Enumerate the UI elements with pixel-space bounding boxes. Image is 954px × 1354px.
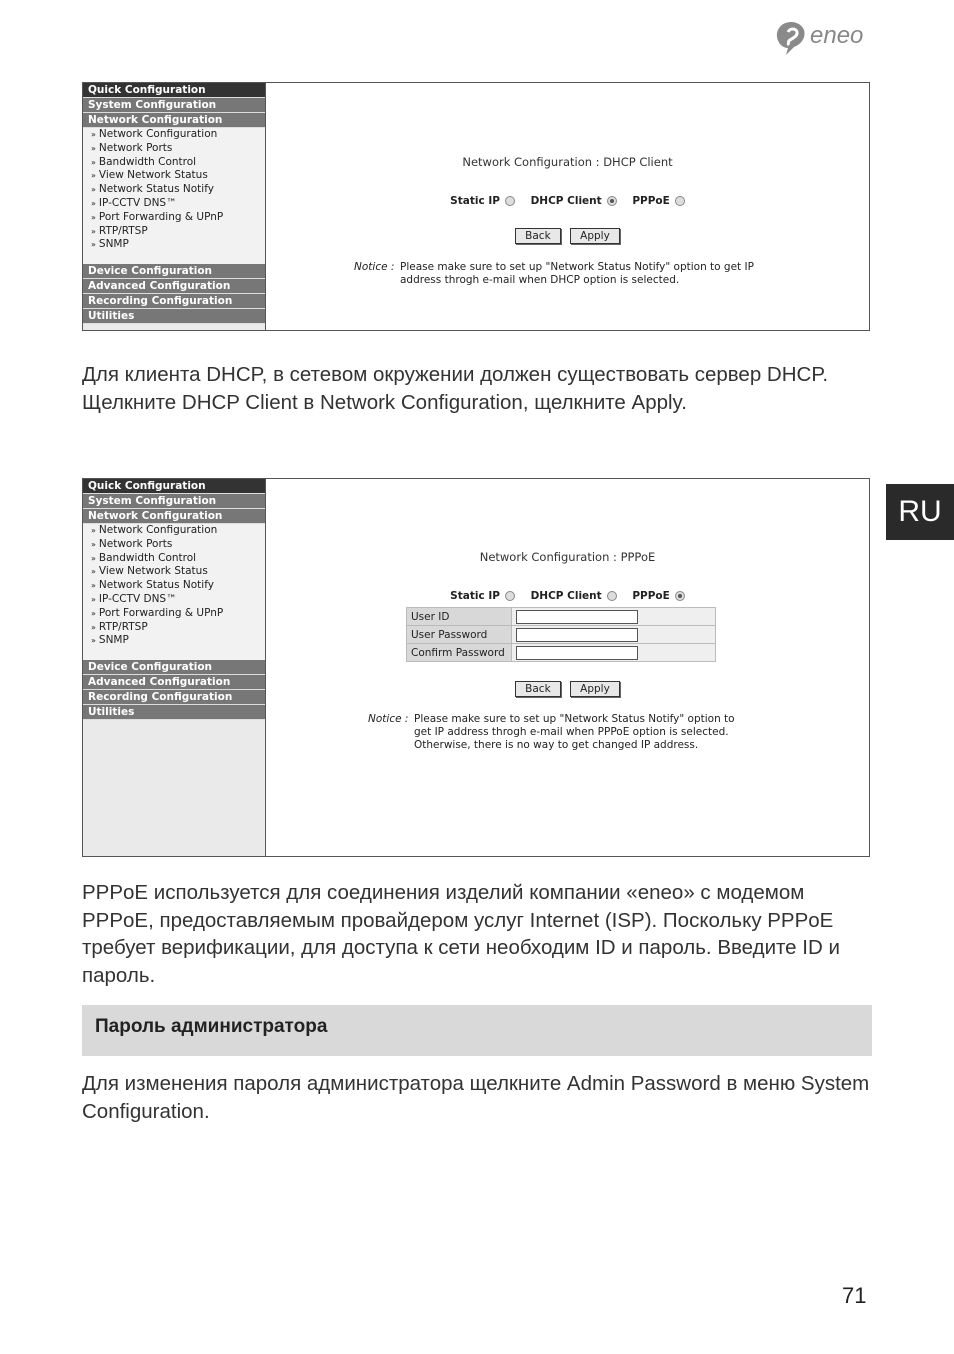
mode-radio-group [266,590,869,602]
radio-circle-icon[interactable] [607,591,617,601]
pppoe-form [406,607,716,662]
double-arrow-icon: » [91,608,96,618]
double-arrow-icon: » [91,226,96,236]
mode-radio-group [266,195,869,207]
menu-header-utilities[interactable]: Utilities [83,309,265,324]
section-title: Пароль администратора [95,1016,328,1037]
radio-pppoe[interactable]: PPPoE [632,590,684,602]
double-arrow-icon: » [91,240,96,250]
menu-item-snmp[interactable] [83,238,265,252]
config-menu [83,83,266,330]
radio-selected-icon[interactable] [607,196,617,206]
double-arrow-icon: » [91,553,96,563]
user-id-label: User ID [407,608,512,626]
menu-item-network-configuration[interactable] [83,128,265,142]
menu-header-recording-configuration[interactable]: Recording Configuration [83,690,265,705]
menu-header-quick-configuration[interactable]: Quick Configuration [83,479,265,494]
menu-item-view-network-status[interactable] [83,169,265,183]
screenshot-dhcp-client [82,82,870,331]
menu-item-label: Network Configuration [98,524,218,536]
double-arrow-icon: » [91,143,96,153]
radio-circle-icon[interactable] [505,591,515,601]
menu-item-label: Network Status Notify [98,579,214,592]
menu-item-label: RTP/RTSP [98,224,148,237]
menu-item-label: Network Ports [98,537,173,550]
menu-item-label: Port Forwarding & UPnP [98,606,224,619]
menu-item-port-forwarding-upnp[interactable] [83,607,265,621]
notice-label: Notice : [354,261,395,273]
radio-pppoe[interactable]: PPPoE [632,195,684,207]
double-arrow-icon: » [91,130,96,139]
user-password-label: User Password [407,626,512,644]
notice-text [414,713,750,752]
screenshot-pppoe [82,478,870,857]
menu-item-label: IP-CCTV DNS™ [98,592,177,605]
radio-selected-icon[interactable] [675,591,685,601]
radio-dhcp-client[interactable]: DHCP Client [531,590,617,602]
config-content [266,83,869,330]
menu-spacer [83,252,265,264]
menu-item-label: Network Configuration [98,128,218,140]
double-arrow-icon: » [91,185,96,195]
menu-item-network-ports[interactable] [83,538,265,552]
radio-circle-icon[interactable] [505,196,515,206]
menu-item-network-ports[interactable] [83,142,265,156]
double-arrow-icon: » [91,581,96,591]
notice-text-line-2: Otherwise, there is no way to get changed IP address. [414,739,699,751]
double-arrow-icon: » [91,539,96,549]
radio-circle-icon[interactable] [675,196,685,206]
page-title: Network Configuration : DHCP Client [462,155,673,169]
double-arrow-icon: » [91,526,96,535]
menu-header-system-configuration[interactable]: System Configuration [83,98,265,113]
menu-header-utilities[interactable]: Utilities [83,705,265,720]
menu-item-rtp-rtsp[interactable] [83,621,265,635]
radio-static-ip[interactable]: Static IP [450,590,515,602]
menu-item-rtp-rtsp[interactable] [83,225,265,239]
menu-item-label: View Network Status [98,169,208,182]
brand-logo-text: eneo [810,22,864,49]
config-content [266,479,869,856]
menu-header-advanced-configuration[interactable]: Advanced Configuration [83,279,265,294]
page-title: Network Configuration : PPPoE [479,550,656,564]
menu-header-recording-configuration[interactable]: Recording Configuration [83,294,265,309]
menu-item-view-network-status[interactable] [83,565,265,579]
menu-item-label: RTP/RTSP [98,620,148,633]
menu-item-label: Network Ports [98,141,173,154]
menu-item-bandwidth-control[interactable] [83,156,265,170]
menu-item-label: Network Status Notify [98,183,214,196]
paragraph-pppoe: PPPoE используется для соединения изделий компании «eneo» с модемом PPPoE, предоставляемым провайдером услуг Internet (ISP). Поскольку PPPoE требует верификации, для доступа к сети необходим ID и пароль. Введите ID и пароль. [82,881,840,987]
double-arrow-icon: » [91,636,96,646]
menu-header-device-configuration[interactable]: Device Configuration [83,264,265,279]
menu-item-label: Port Forwarding & UPnP [98,210,224,223]
apply-button[interactable]: Apply [570,681,620,697]
menu-item-ip-cctv-dns[interactable] [83,593,265,607]
double-arrow-icon: » [91,171,96,181]
page-number: 71 [842,1283,867,1308]
button-row [266,681,869,697]
double-arrow-icon: » [91,567,96,577]
confirm-password-label: Confirm Password [407,644,512,662]
notice-text: Please make sure to set up "Network Status Notify" option to get IP address throgh e-mail when DHCP option is selected. [400,261,754,286]
notice [368,713,788,769]
radio-dhcp-client[interactable]: DHCP Client [531,195,617,207]
menu-header-network-configuration[interactable]: Network Configuration [83,113,265,128]
user-password-input[interactable] [516,628,638,642]
menu-header-device-configuration[interactable]: Device Configuration [83,660,265,675]
double-arrow-icon: » [91,622,96,632]
form-row-user-password [407,626,716,644]
apply-button[interactable]: Apply [570,228,620,244]
menu-header-network-configuration[interactable]: Network Configuration [83,509,265,524]
menu-item-label: Bandwidth Control [98,155,197,168]
config-menu [83,479,266,856]
eneo-logo-icon [774,20,808,56]
menu-item-port-forwarding-upnp[interactable] [83,211,265,225]
menu-item-label: IP-CCTV DNS™ [98,196,177,209]
menu-spacer [83,648,265,660]
user-id-input[interactable] [516,610,638,624]
menu-item-snmp[interactable] [83,634,265,648]
double-arrow-icon: » [91,212,96,222]
notice-text-line-1: Please make sure to set up "Network Status Notify" option to get IP address throgh e-mail when PPPoE option is selected. [414,713,735,738]
double-arrow-icon: » [91,594,96,604]
paragraph-admin-password: Для изменения пароля администратора щелкните Admin Password в меню System Configuration. [82,1072,870,1123]
paragraph-dhcp: Для клиента DHCP, в сетевом окружении должен существовать сервер DHCP. Щелкните DHCP Client в Network Configuration, щелкните Apply. [82,363,829,414]
menu-header-advanced-configuration[interactable]: Advanced Configuration [83,675,265,690]
form-row-confirm-password [407,644,716,662]
menu-item-label: SNMP [98,238,129,251]
menu-item-label: SNMP [98,634,129,647]
menu-item-label: View Network Status [98,565,208,578]
back-button[interactable]: Back [515,681,561,697]
section-heading [82,1005,872,1056]
double-arrow-icon: » [91,198,96,208]
menu-header-system-configuration[interactable]: System Configuration [83,494,265,509]
confirm-password-input[interactable] [516,646,638,660]
double-arrow-icon: » [91,157,96,167]
menu-item-bandwidth-control[interactable] [83,552,265,566]
button-row [266,228,869,244]
menu-item-ip-cctv-dns[interactable] [83,197,265,211]
menu-item-network-status-notify[interactable] [83,183,265,197]
menu-header-quick-configuration[interactable]: Quick Configuration [83,83,265,98]
language-tab: RU [886,484,954,540]
menu-item-label: Bandwidth Control [98,551,197,564]
back-button[interactable]: Back [515,228,561,244]
notice [354,261,774,291]
menu-item-network-status-notify[interactable] [83,579,265,593]
form-row-user-id [407,608,716,626]
menu-item-network-configuration[interactable] [83,524,265,538]
notice-label: Notice : [368,713,409,725]
radio-static-ip[interactable]: Static IP [450,195,515,207]
